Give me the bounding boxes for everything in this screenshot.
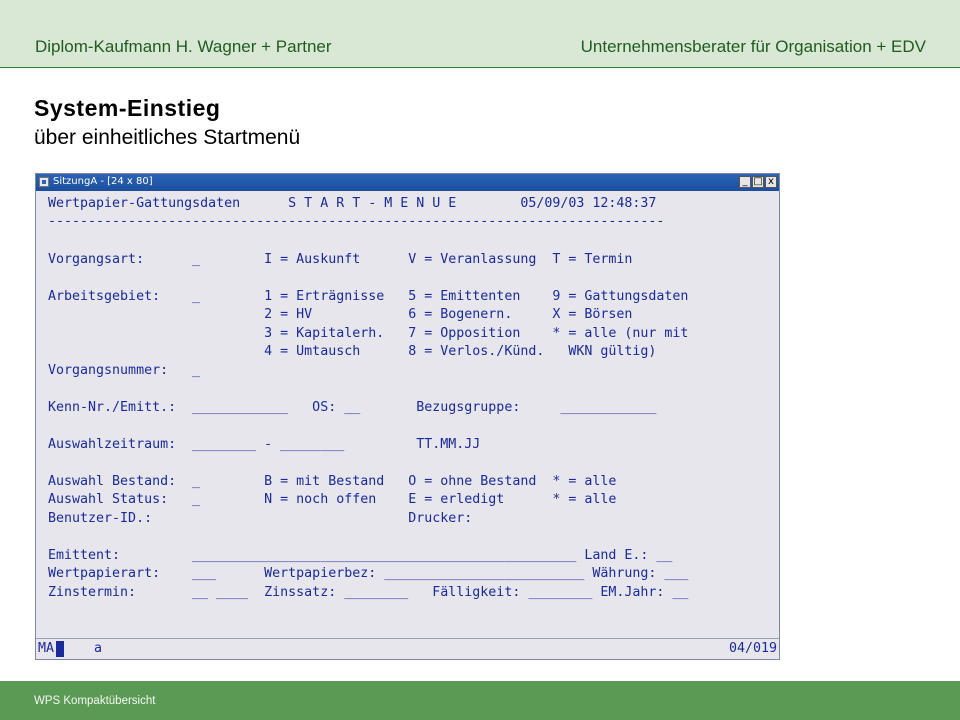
slide-title: System-Einstieg: [34, 95, 221, 121]
cursor-position: 04/019: [728, 641, 777, 656]
screen-row-benutzer-id[interactable]: Benutzer-ID.: Drucker:: [40, 511, 473, 526]
screen-row-arbeitsgebiet[interactable]: Arbeitsgebiet: _ 1 = Erträgnisse 5 = Emittenten 9 = Gattungsdaten: [40, 289, 689, 304]
maximize-button[interactable]: □: [753, 176, 763, 187]
footer-text: WPS Kompaktübersicht: [34, 695, 156, 707]
screen-row-wertpapierart[interactable]: Wertpapierart: ___ Wertpapierbez: _________________________ Währung: ___: [40, 566, 689, 581]
terminal-app-icon[interactable]: [39, 177, 49, 187]
slide-subtitle: über einheitliches Startmenü: [34, 126, 301, 149]
status-bar: [36, 638, 779, 659]
screen-row-auswahl-bestand[interactable]: Auswahl Bestand: _ B = mit Bestand O = ohne Bestand * = alle: [40, 474, 617, 489]
screen-row-vorgangsart[interactable]: Vorgangsart: _ I = Auskunft V = Veranlassung T = Termin: [40, 252, 633, 267]
screen-row-options-3: 3 = Kapitalerh. 7 = Opposition * = alle (nur mit: [40, 326, 689, 341]
status-indicator: a: [94, 641, 103, 656]
slide-header: [0, 0, 960, 68]
slide-footer: [0, 681, 960, 720]
screen-row-header: Wertpapier-Gattungsdaten S T A R T - M E N U E 05/09/03 12:48:37: [40, 196, 657, 211]
text-cursor: [56, 641, 64, 657]
close-button[interactable]: x: [765, 176, 777, 188]
screen-row-auswahl-status[interactable]: Auswahl Status: _ N = noch offen E = erledigt * = alle: [40, 492, 617, 507]
screen-row-auswahlzeitraum[interactable]: Auswahlzeitraum: ________ - ________ TT.MM.JJ: [40, 437, 481, 452]
window-title: SitzungA - [24 x 80]: [53, 176, 153, 187]
screen-row-zinstermin[interactable]: Zinstermin: __ ____ Zinssatz: ________ Fälligkeit: ________ EM.Jahr: __: [40, 585, 689, 600]
screen-row-kenn-nr[interactable]: Kenn-Nr./Emitt.: ____________ OS: __ Bezugsgruppe: ____________: [40, 400, 657, 415]
screen-row-separator: -----------------------------------------------------------------------------: [40, 214, 665, 229]
company-name: Diplom-Kaufmann H. Wagner + Partner: [35, 37, 332, 56]
screen-row-options-2: 2 = HV 6 = Bogenern. X = Börsen: [40, 307, 633, 322]
terminal-screen[interactable]: [36, 191, 779, 659]
screen-row-vorgangsnummer[interactable]: Vorgangsnummer: _: [40, 363, 201, 378]
status-mode: MA: [38, 641, 55, 656]
window-titlebar[interactable]: [36, 174, 779, 191]
minimize-button[interactable]: _: [739, 176, 751, 188]
terminal-window: [35, 173, 780, 660]
screen-row-options-4: 4 = Umtausch 8 = Verlos./Künd. WKN gültig): [40, 344, 657, 359]
screen-row-emittent[interactable]: Emittent: ________________________________________________ Land E.: __: [40, 548, 673, 563]
company-tagline: Unternehmensberater für Organisation + EDV: [580, 37, 926, 56]
